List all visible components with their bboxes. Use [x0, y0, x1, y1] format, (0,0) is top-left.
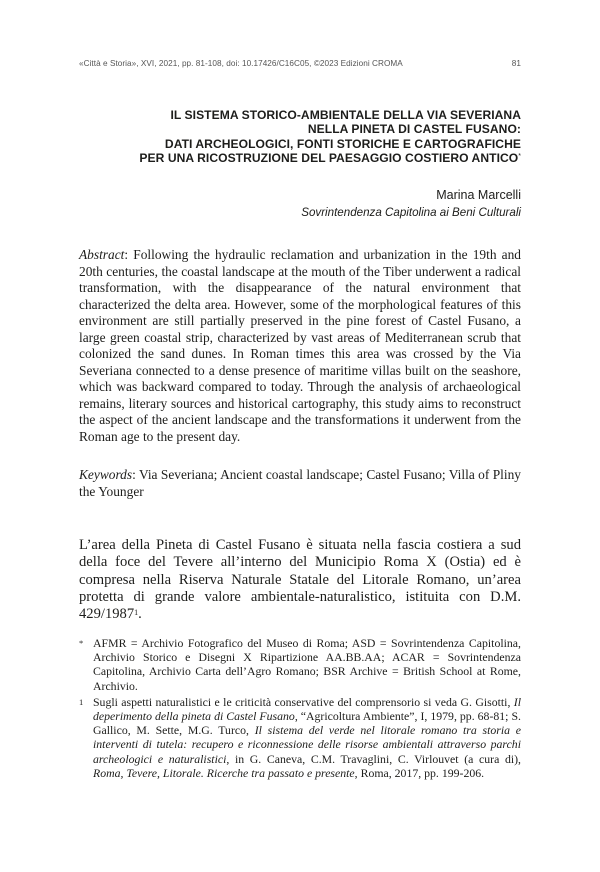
- footnote-star: [79, 636, 521, 693]
- title-footnote-mark: *: [518, 153, 521, 161]
- keywords-text: : Via Severiana; Ancient coastal landscape; Castel Fusano; Villa of Pliny the Younger: [79, 467, 521, 499]
- footnotes: [79, 636, 521, 782]
- article-title: [81, 108, 521, 166]
- abstract-label: Abstract: [79, 247, 125, 262]
- footnote-text: , in G. Caneva, C.M. Travaglini, C. Virlouvet (a cura di),: [226, 751, 521, 766]
- footnote-italic-title: Roma, Tevere, Litorale. Ricerche tra passato e presente: [93, 765, 355, 780]
- footnote-1: [79, 695, 521, 780]
- footnote-text: , “Agricoltura Ambiente”, I, 1979, pp. 68-81; S. Gallico, M. Sette, M.G. Turco,: [93, 709, 521, 738]
- abstract: [79, 247, 521, 445]
- footnote-italic-title: Il sistema del verde nel litorale romano tra storia e interventi di tutela: recupero e riconnessione delle risorse ambientali attraverso parchi archeologici e naturalistici: [93, 723, 521, 766]
- keywords-label: Keywords: [79, 467, 133, 482]
- page-number: 81: [511, 59, 521, 68]
- title-line-2: NELLA PINETA DI CASTEL FUSANO:: [307, 122, 521, 137]
- body-paragraph: [79, 537, 521, 623]
- footnote-italic-title: Il deperimento della pineta di Castel Fusano: [93, 694, 521, 724]
- journal-citation: «Città e Storia», XVI, 2021, pp. 81-108, doi: 10.17426/C16C05, ©2023 Edizioni CROMA: [79, 59, 403, 68]
- footnote-text: Sugli aspetti naturalistici e le criticità conservative del comprensorio si veda G. Gisotti,: [93, 694, 514, 709]
- keywords: [79, 467, 521, 500]
- footnote-ref-1[interactable]: 1: [134, 608, 139, 618]
- title-line-3: DATI ARCHEOLOGICI, FONTI STORICHE E CARTOGRAFICHE: [164, 136, 521, 151]
- author-name: Marina Marcelli: [436, 188, 521, 202]
- author-affiliation: Sovrintendenza Capitolina ai Beni Culturali: [301, 206, 521, 219]
- footnote-text: , Roma, 2017, pp. 199-206.: [354, 765, 485, 780]
- running-header: [79, 59, 521, 68]
- footnote-text: AFMR = Archivio Fotografico del Museo di Roma; ASD = Sovrintendenza Capitolina, Archivio Storico e Disegni X Ripartizione AA.BB.AA; ACAR = Sovrintendenza Capitolina, Archivio Carta dell’Agro Romano; BSR Archive = British School at Rome, Archivio.: [93, 636, 521, 693]
- body-paragraph-text: L’area della Pineta di Castel Fusano è situata nella fascia costiera a sud della foce del Tevere all’interno del Municipio Roma X (Ostia) ed è compresa nella Riserva Naturale Statale del Litorale Romano, un’area protetta di grande valore ambientale-naturalistico, istituita con D.M. 429/1987: [79, 537, 521, 623]
- footnote-mark: *: [79, 638, 84, 648]
- footnote-mark: 1: [79, 696, 84, 707]
- body-paragraph-end: .: [138, 606, 142, 623]
- abstract-text: : Following the hydraulic reclamation and urbanization in the 19th and 20th centuries, the coastal landscape at the mouth of the Tiber underwent a radical transformation, with the disappearance of the natural environment that characterized the delta area. However, some of the morphological features of this environment are still partially preserved in the pine forest of Castel Fusano, a large green coastal strip, characterized by vast areas of Mediterranean scrub that colonized the sand dunes. In Roman times this area was crossed by the Via Severiana connected to a dense presence of maritime villas built on the seashore, which was backward compared to today. Through the analysis of archaeological remains, literary sources and historical cartography, this study aims to reconstruct the aspect of the ancient landscape and the transformations it underwent from the Roman age to the present day.: [79, 247, 521, 444]
- title-line-1: IL SISTEMA STORICO-AMBIENTALE DELLA VIA SEVERIANA: [170, 108, 521, 122]
- title-line-4: PER UNA RICOSTRUZIONE DEL PAESAGGIO COSTIERO ANTICO: [139, 151, 519, 166]
